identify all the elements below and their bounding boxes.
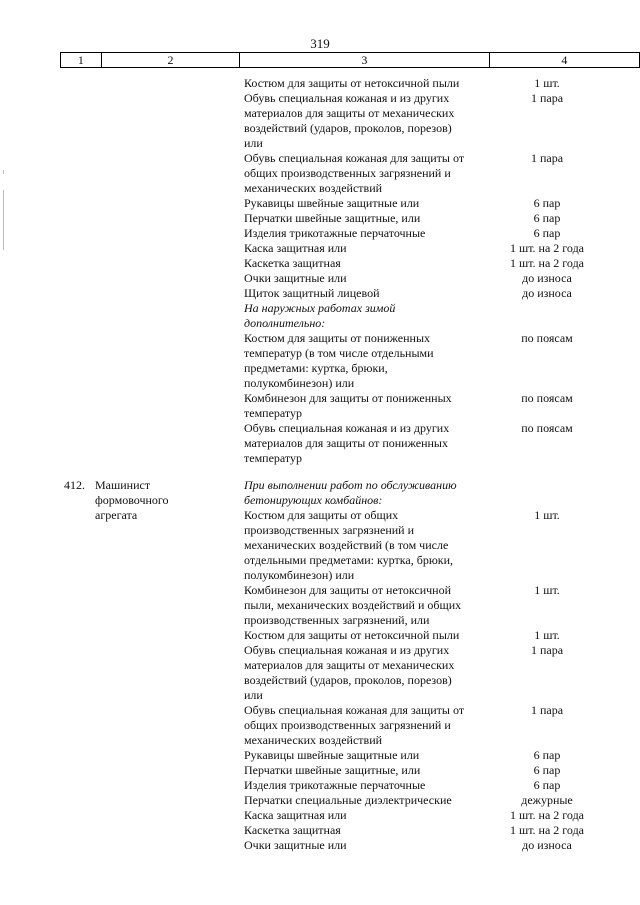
quantity-text: 6 пар xyxy=(533,748,561,762)
item-text: материалов для защиты от механических xyxy=(244,106,455,120)
item-text: полукомбинезон) или xyxy=(244,376,355,390)
quantity-text: 1 пара xyxy=(530,91,564,105)
quantity-text: по поясам xyxy=(521,391,573,405)
quantity-text: по поясам xyxy=(521,331,573,345)
item-text: общих производственных загрязнений и xyxy=(244,718,451,732)
quantity-text: 6 пар xyxy=(533,763,561,777)
item-text: Очки защитные или xyxy=(244,838,347,852)
item-text: Каска защитная или xyxy=(244,241,347,255)
section-heading: На наружных работах зимой xyxy=(244,301,396,315)
header-col-4: 4 xyxy=(489,53,639,68)
item-text: механических воздействий xyxy=(244,181,383,195)
item-text: механических воздействий xyxy=(244,733,383,747)
quantity-text: 1 пара xyxy=(530,643,564,657)
header-col-2: 2 xyxy=(101,53,239,68)
quantity-text: 1 шт. на 2 года xyxy=(509,823,585,837)
scan-margin-mark xyxy=(3,170,4,174)
item-text: отдельными предметами: куртка, брюки, xyxy=(244,553,454,567)
quantity-text: дежурные xyxy=(521,793,573,807)
item-text: Костюм для защиты от нетоксичной пыли xyxy=(244,76,460,90)
item-text: Перчатки швейные защитные, или xyxy=(244,763,421,777)
item-text: Костюм для защиты от общих xyxy=(244,508,399,522)
quantity-text: до износа xyxy=(522,286,572,300)
section-heading: бетонирующих комбайнов: xyxy=(244,493,383,507)
item-text: общих производственных загрязнений и xyxy=(244,166,451,180)
item-text: производственных загрязнений, или xyxy=(244,613,430,627)
quantity-text: до износа xyxy=(522,838,572,852)
quantity-text: 1 пара xyxy=(530,151,564,165)
column-header-row xyxy=(60,52,640,68)
item-text: Каска защитная или xyxy=(244,808,347,822)
item-text: материалов для защиты от механических xyxy=(244,658,455,672)
item-text: воздействий (ударов, проколов, порезов) xyxy=(244,121,452,135)
item-text: Перчатки специальные диэлектрические xyxy=(244,793,452,807)
item-text: Обувь специальная кожаная для защиты от xyxy=(244,703,465,717)
item-text: Комбинезон для защиты от нетоксичной xyxy=(244,583,452,597)
quantity-text: 1 шт. xyxy=(534,583,560,597)
item-text: или xyxy=(244,688,263,702)
item-text: Обувь специальная кожаная для защиты от xyxy=(244,151,465,165)
quantity-text: 1 шт. xyxy=(534,76,560,90)
item-text: Обувь специальная кожаная и из других xyxy=(244,643,450,657)
quantity-text: до износа xyxy=(522,271,572,285)
item-text: Каскетка защитная xyxy=(244,256,341,270)
quantity-text: 1 шт. на 2 года xyxy=(509,808,585,822)
item-text: Обувь специальная кожаная и из других xyxy=(244,421,450,435)
quantity-text: 1 шт. на 2 года xyxy=(509,241,585,255)
profession-name: формовочного xyxy=(95,493,169,507)
item-text: полукомбинезон) или xyxy=(244,568,355,582)
header-col-3: 3 xyxy=(240,53,490,68)
section-heading: При выполнении работ по обслуживанию xyxy=(244,478,457,492)
quantity-text: 1 шт. xyxy=(534,508,560,522)
item-text: температур xyxy=(244,451,303,465)
quantity-text: 6 пар xyxy=(533,778,561,792)
item-text: производственных загрязнений и xyxy=(244,523,415,537)
quantity-text: 1 шт. xyxy=(534,628,560,642)
section-heading: дополнительно: xyxy=(244,316,326,330)
quantity-text: 1 шт. на 2 года xyxy=(509,256,585,270)
item-text: предметами: куртка, брюки, xyxy=(244,361,388,375)
item-text: температур (в том числе отдельными xyxy=(244,346,434,360)
quantity-text: 6 пар xyxy=(533,211,561,225)
quantity-text: по поясам xyxy=(521,421,573,435)
item-text: Очки защитные или xyxy=(244,271,347,285)
item-text: Каскетка защитная xyxy=(244,823,341,837)
item-text: Изделия трикотажные перчаточные xyxy=(244,778,426,792)
item-text: материалов для защиты от пониженных xyxy=(244,436,448,450)
quantity-text: 6 пар xyxy=(533,196,561,210)
item-text: Изделия трикотажные перчаточные xyxy=(244,226,426,240)
quantity-text: 1 пара xyxy=(530,703,564,717)
item-text: Обувь специальная кожаная и из других xyxy=(244,91,450,105)
item-text: пыли, механических воздействий и общих xyxy=(244,598,462,612)
item-text: Комбинезон для защиты от пониженных xyxy=(244,391,452,405)
item-text: воздействий (ударов, проколов, порезов) xyxy=(244,673,452,687)
item-text: Перчатки швейные защитные, или xyxy=(244,211,421,225)
item-text: Рукавицы швейные защитные или xyxy=(244,748,420,762)
item-text: Костюм для защиты от пониженных xyxy=(244,331,431,345)
item-text: Костюм для защиты от нетоксичной пыли xyxy=(244,628,460,642)
row-number: 412. xyxy=(64,478,85,492)
item-text: Щиток защитный лицевой xyxy=(244,286,380,300)
scan-margin-mark xyxy=(3,190,4,250)
item-text: механических воздействий (в том числе xyxy=(244,538,449,552)
item-text: или xyxy=(244,136,263,150)
quantity-text: 6 пар xyxy=(533,226,561,240)
header-col-1: 1 xyxy=(61,53,102,68)
item-text: Рукавицы швейные защитные или xyxy=(244,196,420,210)
profession-name: Машинист xyxy=(95,478,151,492)
profession-name: агрегата xyxy=(95,508,138,522)
item-text: температур xyxy=(244,406,303,420)
page-number: 319 xyxy=(310,36,330,51)
